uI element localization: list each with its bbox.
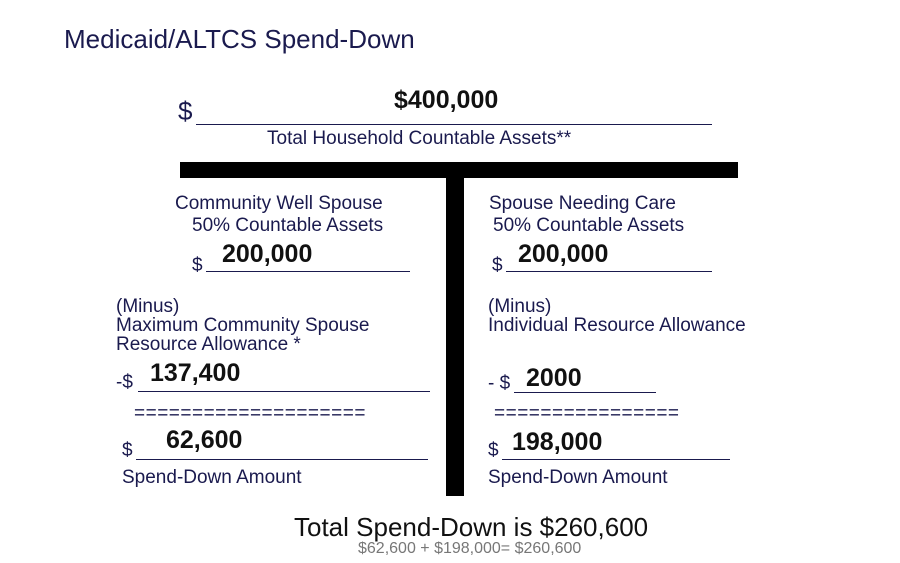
total-spend-down: Total Spend-Down is $260,600 bbox=[294, 512, 649, 542]
right-result-label: Spend-Down Amount bbox=[488, 467, 668, 488]
total-amount-line bbox=[196, 124, 712, 125]
right-result-amount: 198,000 bbox=[512, 428, 603, 456]
left-share-amount: 200,000 bbox=[222, 240, 313, 268]
right-share-prefix: $ bbox=[492, 255, 503, 276]
left-heading-2: 50% Countable Assets bbox=[192, 215, 384, 236]
left-allowance-label-2: Resource Allowance * bbox=[116, 334, 301, 355]
left-allowance-amount: 137,400 bbox=[150, 359, 241, 387]
left-share-line bbox=[206, 271, 410, 272]
spend-down-formula: $62,600 + $198,000= $260,600 bbox=[358, 540, 582, 557]
t-chart-vertical-bar bbox=[446, 162, 464, 496]
left-allowance-label-1: Maximum Community Spouse bbox=[116, 315, 370, 336]
total-amount: $400,000 bbox=[394, 86, 499, 114]
left-separator: ==================== bbox=[134, 403, 366, 424]
left-allowance-line bbox=[138, 391, 430, 392]
total-label: Total Household Countable Assets** bbox=[267, 128, 572, 149]
left-result-amount: 62,600 bbox=[166, 426, 243, 454]
left-allowance-prefix: -$ bbox=[116, 372, 133, 393]
left-minus-label: (Minus) bbox=[116, 296, 180, 317]
right-minus-label: (Minus) bbox=[488, 296, 552, 317]
left-result-line bbox=[136, 459, 428, 460]
right-share-amount: 200,000 bbox=[518, 240, 609, 268]
right-allowance-amount: 2000 bbox=[526, 364, 582, 392]
right-heading-2: 50% Countable Assets bbox=[493, 215, 685, 236]
left-result-prefix: $ bbox=[122, 440, 133, 461]
left-heading-1: Community Well Spouse bbox=[175, 193, 383, 214]
right-result-prefix: $ bbox=[488, 440, 499, 461]
right-share-line bbox=[506, 271, 712, 272]
right-allowance-prefix: - $ bbox=[488, 373, 511, 394]
left-share-prefix: $ bbox=[192, 255, 203, 276]
page-title: Medicaid/ALTCS Spend-Down bbox=[64, 24, 415, 54]
right-separator: ================ bbox=[494, 403, 680, 424]
right-result-line bbox=[502, 459, 730, 460]
right-heading-1: Spouse Needing Care bbox=[489, 193, 676, 214]
total-currency-symbol: $ bbox=[178, 96, 193, 126]
left-result-label: Spend-Down Amount bbox=[122, 467, 302, 488]
right-allowance-label-1: Individual Resource Allowance bbox=[488, 315, 746, 336]
